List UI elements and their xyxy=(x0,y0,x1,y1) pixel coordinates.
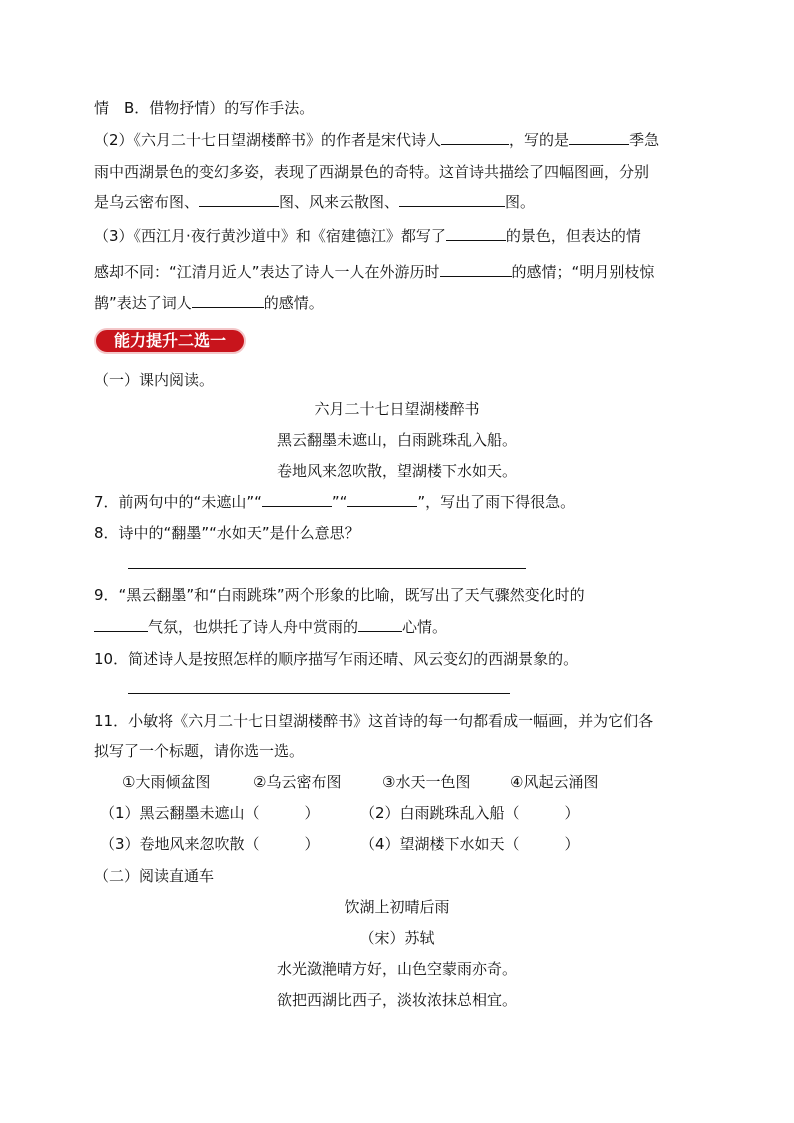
section-badge: 能力提升二选一 xyxy=(94,328,246,354)
question-7: 7．前两句中的“未遮山”“ ”“ ”，写出了雨下得很急。 xyxy=(94,493,576,511)
item-2[interactable]: （2）白雨跳珠乱入船（ ） xyxy=(360,804,580,822)
question-3-line-1: （3）《西江月·夜行黄沙道中》和《宿建德江》都写了 的景色，但表达的情 xyxy=(94,227,641,245)
answer-blank[interactable] xyxy=(199,192,279,207)
poem-2-line-1: 水光潋滟晴方好，山色空蒙雨亦奇。 xyxy=(276,960,517,978)
question-10: 10．简述诗人是按照怎样的顺序描写乍雨还晴、风云变幻的西湖景象的。 xyxy=(94,650,579,668)
answer-blank[interactable] xyxy=(192,293,264,308)
answer-blank[interactable] xyxy=(262,492,332,507)
option-3: ③水天一色图 xyxy=(382,773,471,791)
question-2-line-2: 雨中西湖景色的变幻多姿，表现了西湖景色的奇特。这首诗共描绘了四幅图画，分别 xyxy=(94,163,650,181)
question-3-line-3: 鹊”表达了词人 的感情。 xyxy=(94,294,324,312)
poem-1-line-2: 卷地风来忽吹散，望湖楼下水如天。 xyxy=(276,462,517,480)
item-4[interactable]: （4）望湖楼下水如天（ ） xyxy=(360,835,580,853)
intro-line-1: 情 B．借物抒情）的写作手法。 xyxy=(94,99,315,117)
item-3[interactable]: （3）卷地风来忽吹散（ ） xyxy=(100,835,320,853)
option-4: ④风起云涌图 xyxy=(510,773,599,791)
question-2-line-3: 是乌云密布图、 图、风来云散图、 图。 xyxy=(94,193,536,211)
poem-2-author: （宋）苏轼 xyxy=(359,929,435,947)
answer-blank[interactable] xyxy=(347,492,417,507)
question-9-line-1: 9．“黑云翻墨”和“白雨跳珠”两个形象的比喻，既写出了天气骤然变化时的 xyxy=(94,586,585,604)
question-3-line-2: 感却不同：“江清月近人”表达了诗人一人在外游历时 的感情；“明月别枝惊 xyxy=(94,263,655,281)
item-1[interactable]: （1）黑云翻墨未遮山（ ） xyxy=(100,804,320,822)
question-11-line-2: 拟写了一个标题，请你选一选。 xyxy=(94,742,305,760)
poem-1-title: 六月二十七日望湖楼醉书 xyxy=(314,400,480,418)
answer-blank[interactable] xyxy=(446,226,506,241)
answer-blank[interactable] xyxy=(94,617,148,632)
answer-blank[interactable] xyxy=(440,262,512,277)
answer-line[interactable] xyxy=(128,568,526,569)
option-2: ②乌云密布图 xyxy=(253,773,342,791)
poem-2-line-2: 欲把西湖比西子，淡妆浓抹总相宜。 xyxy=(276,991,517,1009)
poem-1-line-1: 黑云翻墨未遮山，白雨跳珠乱入船。 xyxy=(276,431,517,449)
answer-blank[interactable] xyxy=(399,192,505,207)
part-2-heading: （二）阅读直通车 xyxy=(94,867,215,885)
answer-blank[interactable] xyxy=(358,617,402,632)
poem-2-title: 饮湖上初晴后雨 xyxy=(344,898,450,916)
part-1-heading: （一）课内阅读。 xyxy=(94,371,215,389)
answer-blank[interactable] xyxy=(569,130,629,145)
question-8: 8．诗中的“翻墨”“水如天”是什么意思？ xyxy=(94,524,360,542)
question-2-line-1: （2）《六月二十七日望湖楼醉书》的作者是宋代诗人 ，写的是 季急 xyxy=(94,131,660,149)
answer-blank[interactable] xyxy=(441,130,509,145)
option-1: ①大雨倾盆图 xyxy=(122,773,211,791)
answer-line[interactable] xyxy=(128,693,510,694)
question-11-line-1: 11．小敏将《六月二十七日望湖楼醉书》这首诗的每一句都看成一幅画，并为它们各 xyxy=(94,712,654,730)
question-9-line-2: 气氛，也烘托了诗人舟中赏雨的 心情。 xyxy=(94,617,447,637)
